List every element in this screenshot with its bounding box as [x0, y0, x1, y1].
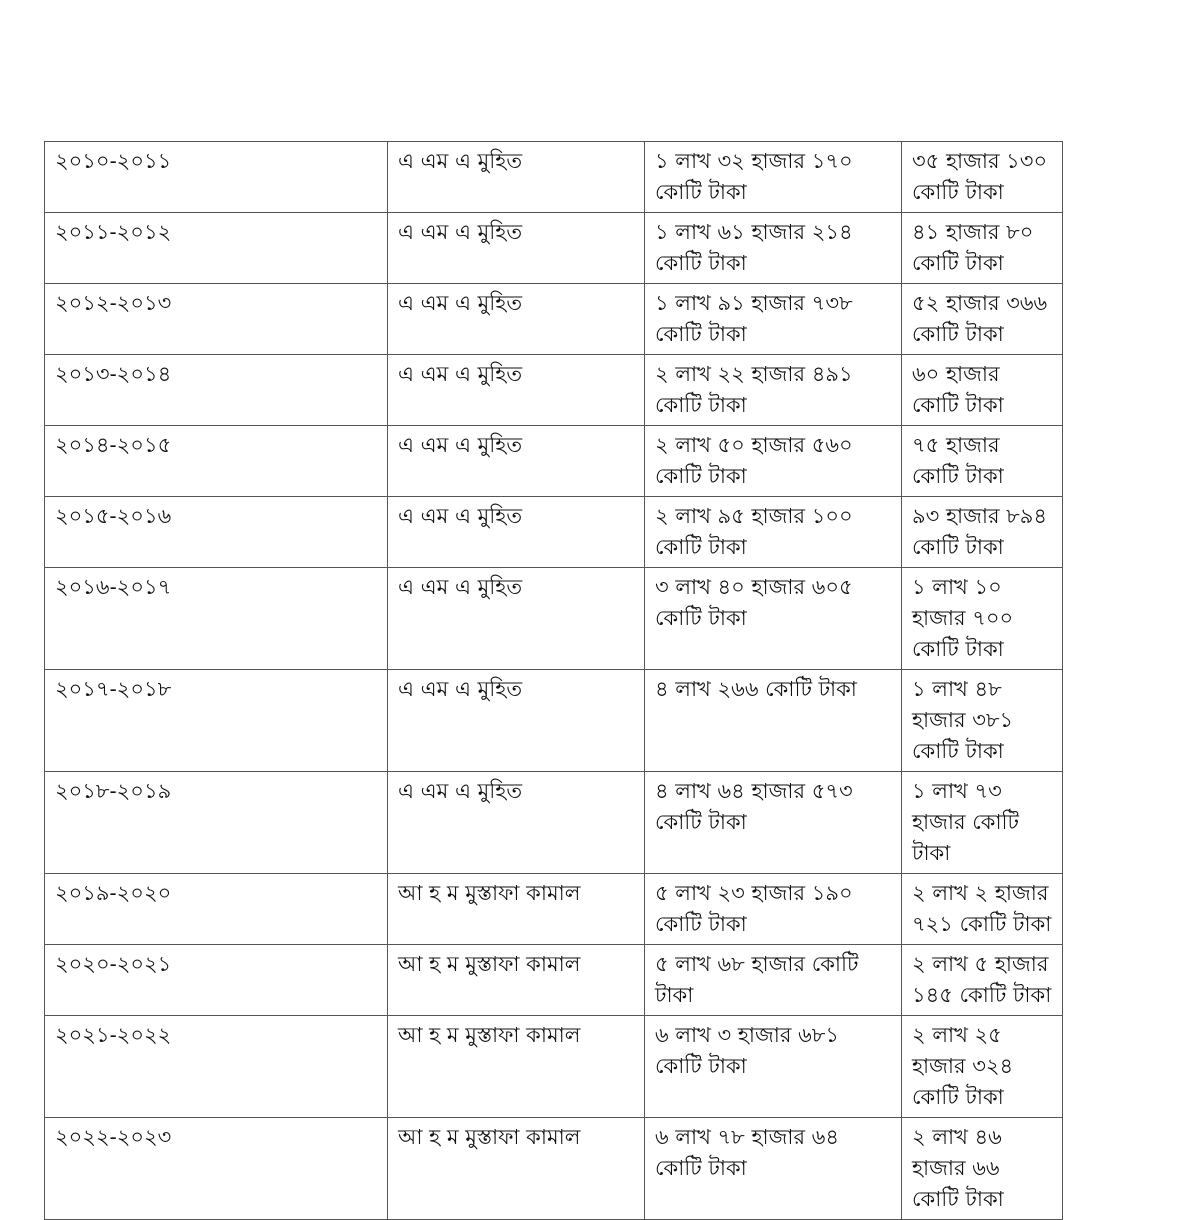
minister-cell: এ এম এ মুহিত: [388, 497, 645, 568]
budget-cell: ৪ লাখ ৬৪ হাজার ৫৭৩ কোটি টাকা: [645, 772, 902, 874]
adp-cell: ২ লাখ ২ হাজার ৭২১ কোটি টাকা: [902, 874, 1063, 945]
minister-cell: এ এম এ মুহিত: [388, 772, 645, 874]
budget-cell: ৬ লাখ ৭৮ হাজার ৬৪ কোটি টাকা: [645, 1118, 902, 1220]
adp-cell: ৭৫ হাজার কোটি টাকা: [902, 426, 1063, 497]
adp-cell: ৩৫ হাজার ১৩০ কোটি টাকা: [902, 142, 1063, 213]
budget-cell: ১ লাখ ৯১ হাজার ৭৩৮ কোটি টাকা: [645, 284, 902, 355]
year-cell: ২০১০-২০১১: [45, 142, 388, 213]
budget-cell: ৫ লাখ ২৩ হাজার ১৯০ কোটি টাকা: [645, 874, 902, 945]
table-row: [45, 142, 1063, 213]
adp-cell: ৪১ হাজার ৮০ কোটি টাকা: [902, 213, 1063, 284]
table-row: [45, 874, 1063, 945]
adp-cell: ২ লাখ ২৫ হাজার ৩২৪ কোটি টাকা: [902, 1016, 1063, 1118]
year-cell: ২০১৬-২০১৭: [45, 568, 388, 670]
year-cell: ২০১৪-২০১৫: [45, 426, 388, 497]
budget-cell: ২ লাখ ৫০ হাজার ৫৬০ কোটি টাকা: [645, 426, 902, 497]
table-row: [45, 945, 1063, 1016]
year-cell: ২০১৫-২০১৬: [45, 497, 388, 568]
budget-cell: ২ লাখ ৯৫ হাজার ১০০ কোটি টাকা: [645, 497, 902, 568]
adp-cell: ১ লাখ ১০ হাজার ৭০০ কোটি টাকা: [902, 568, 1063, 670]
year-cell: ২০১৭-২০১৮: [45, 670, 388, 772]
minister-cell: আ হ ম মুস্তাফা কামাল: [388, 945, 645, 1016]
year-cell: ২০১৩-২০১৪: [45, 355, 388, 426]
minister-cell: এ এম এ মুহিত: [388, 670, 645, 772]
adp-cell: ২ লাখ ৫ হাজার ১৪৫ কোটি টাকা: [902, 945, 1063, 1016]
year-cell: ২০২২-২০২৩: [45, 1118, 388, 1220]
minister-cell: আ হ ম মুস্তাফা কামাল: [388, 1118, 645, 1220]
budget-cell: ১ লাখ ৬১ হাজার ২১৪ কোটি টাকা: [645, 213, 902, 284]
year-cell: ২০২০-২০২১: [45, 945, 388, 1016]
table-row: [45, 772, 1063, 874]
adp-cell: ৫২ হাজার ৩৬৬ কোটি টাকা: [902, 284, 1063, 355]
adp-cell: ১ লাখ ৭৩ হাজার কোটি টাকা: [902, 772, 1063, 874]
budget-table: [44, 141, 1063, 1220]
year-cell: ২০২১-২০২২: [45, 1016, 388, 1118]
minister-cell: আ হ ম মুস্তাফা কামাল: [388, 874, 645, 945]
adp-cell: ৯৩ হাজার ৮৯৪ কোটি টাকা: [902, 497, 1063, 568]
year-cell: ২০১১-২০১২: [45, 213, 388, 284]
year-cell: ২০১৮-২০১৯: [45, 772, 388, 874]
minister-cell: এ এম এ মুহিত: [388, 284, 645, 355]
minister-cell: এ এম এ মুহিত: [388, 426, 645, 497]
table-row: [45, 497, 1063, 568]
table-row: [45, 1016, 1063, 1118]
minister-cell: এ এম এ মুহিত: [388, 142, 645, 213]
budget-cell: ৪ লাখ ২৬৬ কোটি টাকা: [645, 670, 902, 772]
budget-cell: ৬ লাখ ৩ হাজার ৬৮১ কোটি টাকা: [645, 1016, 902, 1118]
adp-cell: ১ লাখ ৪৮ হাজার ৩৮১ কোটি টাকা: [902, 670, 1063, 772]
table-row: [45, 213, 1063, 284]
budget-cell: ৩ লাখ ৪০ হাজার ৬০৫ কোটি টাকা: [645, 568, 902, 670]
adp-cell: ৬০ হাজার কোটি টাকা: [902, 355, 1063, 426]
budget-cell: ১ লাখ ৩২ হাজার ১৭০ কোটি টাকা: [645, 142, 902, 213]
minister-cell: আ হ ম মুস্তাফা কামাল: [388, 1016, 645, 1118]
year-cell: ২০১২-২০১৩: [45, 284, 388, 355]
table-row: [45, 1118, 1063, 1220]
minister-cell: এ এম এ মুহিত: [388, 568, 645, 670]
table-row: [45, 426, 1063, 497]
minister-cell: এ এম এ মুহিত: [388, 355, 645, 426]
table-row: [45, 355, 1063, 426]
table-row: [45, 568, 1063, 670]
table-row: [45, 284, 1063, 355]
minister-cell: এ এম এ মুহিত: [388, 213, 645, 284]
year-cell: ২০১৯-২০২০: [45, 874, 388, 945]
adp-cell: ২ লাখ ৪৬ হাজার ৬৬ কোটি টাকা: [902, 1118, 1063, 1220]
budget-cell: ৫ লাখ ৬৮ হাজার কোটি টাকা: [645, 945, 902, 1016]
budget-cell: ২ লাখ ২২ হাজার ৪৯১ কোটি টাকা: [645, 355, 902, 426]
table-row: [45, 670, 1063, 772]
